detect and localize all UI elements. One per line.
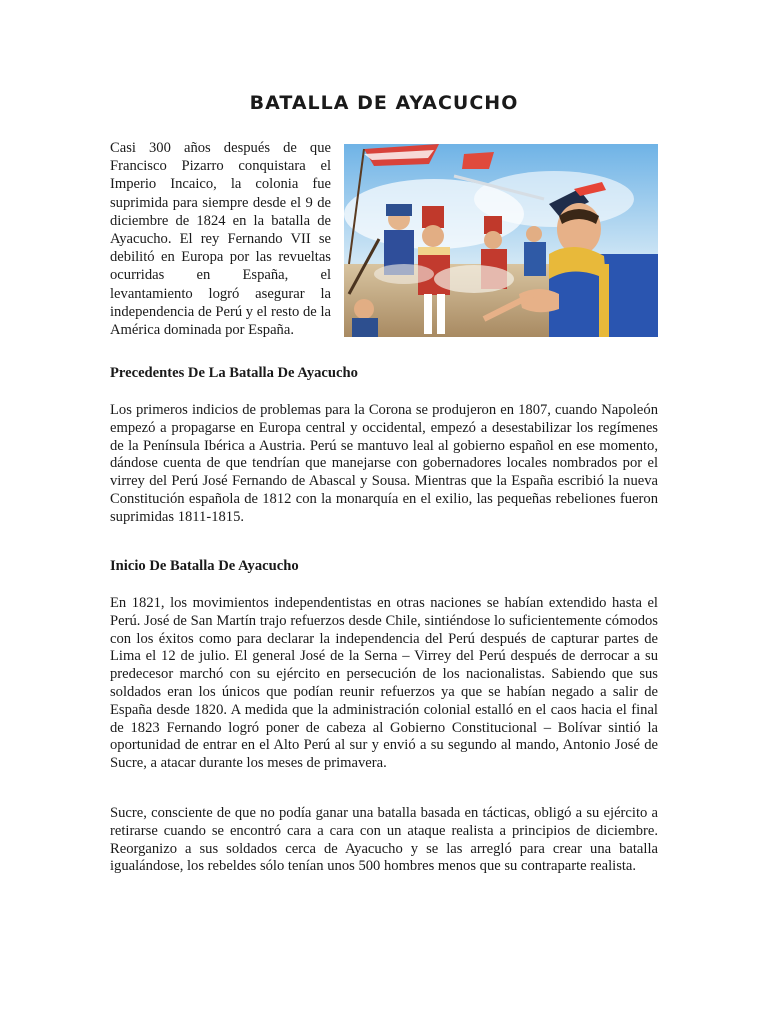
section-heading: Precedentes De La Batalla De Ayacucho xyxy=(110,365,358,381)
section-paragraph: Sucre, consciente de que no podía ganar una batalla basada en tácticas, obligó a su ejército a retirarse cuando se encontró cara a cara con un ataque realista a principios de diciembre. Reorganizo a sus soldados cerca de Ayacucho y se las arregló para crear una batalla igualándose, los rebeldes sólo tenían unos 500 hombres menos que su contraparte realista. xyxy=(110,805,658,875)
section-paragraph: En 1821, los movimientos independentistas en otras naciones se habían extendido hasta el Perú. José de San Martín trajo refuerzos desde Chile, sintiéndose lo suficientemente cómodos con los éxitos como para declarar la independencia del Perú después de capturar partes de Lima el 12 de julio. El general José de la Serna – Virrey del Perú después de derrocar a su predecesor marchó con su ejército en persecución de los nacionalistas. Sabiendo que sus soldados eran los únicos que podían reunir refuerzos ya que se habían negado a salir de España desde 1820. A medida que la administración colonial estalló en el caos hacia el final de 1823 Fernando logró poner de cabeza al Gobierno Constitucional – Bolívar sintió la oportunidad de entrar en el Alto Perú al sur y envió a su segundo al mando, Antonio José de Sucre, a atacar durante los meses de primavera. xyxy=(110,595,658,772)
section-heading: Inicio De Batalla De Ayacucho xyxy=(110,558,299,574)
page-title: BATALLA DE AYACUCHO xyxy=(249,92,519,114)
battle-illustration xyxy=(344,144,658,337)
intro-paragraph: Casi 300 años después de que Francisco Pizarro conquistara el Imperio Incaico, la colonia fue suprimida para siempre desde el 9 de diciembre de 1824 en la batalla de Ayacucho. El rey Fernando VII se debilitó en Europa por las revueltas ocurridas en España, el levantamiento logró asegurar la independencia de Perú y el resto de la América dominada por España. xyxy=(110,140,331,339)
section-paragraph: Los primeros indicios de problemas para la Corona se produjeron en 1807, cuando Napoleón empezó a propagarse en Europa central y occidental, empezó a desestabilizar los regímenes de la Península Ibérica a Austria. Perú se mantuvo leal al gobierno español en ese momento, dándose cuenta de que tendrían que manejarse con gobernadores locales nombrados por el virrey del Perú José Fernando de Abascal y Sousa. Mientras que la España escribió la nueva Constitución española de 1812 con la monarquía en el exilio, las pequeñas rebeliones fueron suprimidas 1811-1815. xyxy=(110,402,658,525)
